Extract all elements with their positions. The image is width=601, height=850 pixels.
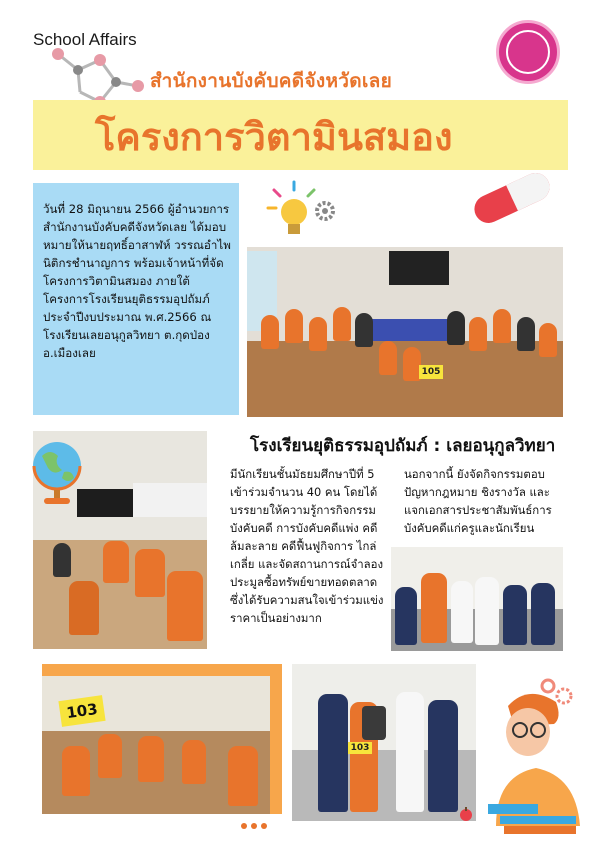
- student-illustration: [488, 676, 588, 826]
- apple-icon: [458, 806, 474, 822]
- page-indicator: [240, 822, 274, 830]
- section-label: School Affairs: [33, 30, 137, 49]
- intro-text: วันที่ 28 มิถุนายน 2566 ผู้อำนวยการสำนักงานบังคับคดีจังหวัดเลย ได้มอบหมายให้นายฤทธิ์อาสาฬห์ วรรณอำไพ นิติกรชำนาญการ พร้อมเจ้าหน้าที่จัดโครงการวิตามินสมอง ภายใต้โครงการโรงเรียนยุติธรรมอุปถัมภ์ ประจำปีงบประมาณ พ.ศ.2566 ณ โรงเรียนเลยอนุกูลวิทยา ต.กุดป่อง อ.เมืองเลย: [43, 202, 231, 360]
- agency-name: สำนักงานบังคับคดีจังหวัดเลย: [150, 70, 393, 92]
- body-text-column-1: มีนักเรียนชั้นมัธยมศึกษาปีที่ 5 เข้าร่วมจำนวน 40 คน โดยได้บรรยายให้ความรู้การกิจกรรมบังคับคดี การบังคับคดีแพ่ง คดีล้มละลาย คดีฟื้นฟูกิจการ ไกล่เกลี่ย และจัดสถานการณ์จำลองประมูลซื้อทรัพย์ขายทอดตลาด ซึ่งได้รับความสนใจเข้าร่วมแข่งราคาเป็นอย่างมาก: [230, 467, 384, 625]
- section-heading: โรงเรียนยุติธรรมอุปถัมภ์ : เลยอนุกูลวิทยา: [250, 436, 556, 456]
- prize-photo: [292, 664, 476, 821]
- page-title: โครงการวิตามินสมอง: [95, 115, 453, 159]
- globe-icon: [24, 436, 90, 508]
- body-text-column-2: นอกจากนี้ ยังจัดกิจกรรมตอบปัญหากฎหมาย ชิงรางวัล และแจกเอกสารประชาสัมพันธ์การบังคับคดีแก่ครูและนักเรียน: [404, 467, 552, 535]
- award-photo: [391, 547, 563, 651]
- seal-icon: [496, 20, 560, 84]
- gear-icon: [314, 200, 336, 222]
- paddle-card-103-prize: 103: [348, 742, 372, 754]
- stacked-books-icon: [500, 814, 580, 836]
- auction-classroom-photo: [42, 676, 270, 814]
- group-photo: [247, 247, 563, 417]
- paddle-card-105: 105: [419, 365, 443, 379]
- paddle-card-103: 103: [58, 695, 105, 727]
- pill-icon: [462, 168, 562, 228]
